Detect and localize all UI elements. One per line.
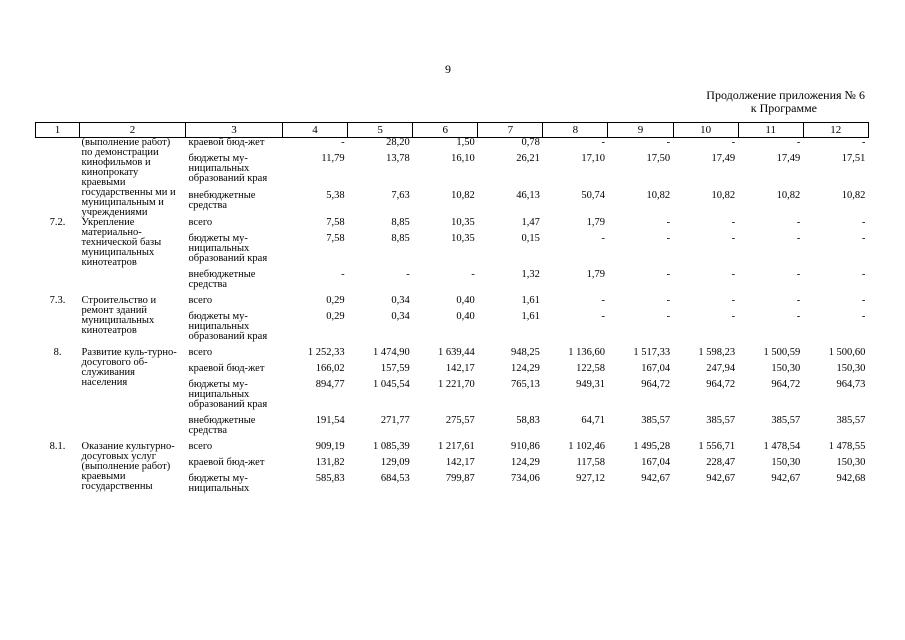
value-cell: 964,72	[706, 379, 736, 390]
value-cell: 1 221,70	[438, 379, 475, 390]
funding-source: краевой бюд-жет	[188, 363, 265, 374]
value-cell: 150,30	[771, 363, 801, 374]
value-cell: -	[666, 269, 671, 280]
value-cell: 10,82	[451, 190, 475, 202]
value-cell: 1 136,60	[568, 347, 605, 358]
value-cell: 17,49	[711, 153, 736, 165]
value-cell: 948,25	[511, 347, 540, 358]
value-cell: 124,29	[511, 457, 540, 468]
value-cell: 585,83	[315, 473, 345, 484]
item-name: (выполнение работ) по демонстрации кинофильмов и кинопрокату краевыми государственны ми и муниципальным и учреждениями	[81, 137, 176, 218]
value-cell: 1,47	[521, 217, 540, 228]
value-cell: -	[731, 311, 736, 322]
column-header: 1	[36, 123, 80, 138]
value-cell: 910,86	[511, 441, 540, 452]
column-header: 5	[348, 123, 413, 138]
column-header: 6	[413, 123, 478, 138]
value-cell: 142,17	[445, 363, 475, 374]
value-cell: 17,50	[646, 153, 671, 165]
column-number-row	[36, 123, 869, 138]
value-cell: -	[796, 233, 801, 244]
appendix-caption-line1: Продолжение приложения № 6	[706, 88, 865, 102]
value-cell: 7,58	[326, 217, 345, 228]
value-cell: 10,35	[451, 217, 475, 228]
value-cell: 191,54	[315, 415, 345, 426]
funding-source: внебюджетные средства	[188, 190, 256, 212]
value-cell: 58,83	[516, 415, 540, 426]
value-cell: 13,78	[386, 153, 410, 165]
value-cell: 1 045,54	[372, 379, 410, 390]
item-name: Оказание культурно-досуговых услуг (выполнение работ) краевыми государственны	[81, 441, 175, 492]
value-cell: 949,31	[576, 379, 605, 390]
value-cell: 385,57	[771, 415, 801, 426]
value-cell: -	[471, 269, 475, 280]
column-header: 10	[673, 123, 738, 138]
value-cell: 150,30	[836, 457, 866, 468]
value-cell: 385,57	[836, 415, 866, 426]
item-name: Укрепление материально-технической базы муниципальных кинотеатров	[81, 217, 162, 268]
item-code: 8.1.	[49, 441, 66, 452]
value-cell: -	[796, 295, 801, 306]
column-header: 9	[608, 123, 673, 138]
value-cell: 124,29	[511, 363, 540, 374]
value-cell: 122,58	[576, 363, 605, 374]
value-cell: -	[796, 311, 801, 322]
value-cell: -	[341, 137, 345, 148]
value-cell: 167,04	[641, 457, 671, 468]
value-cell: -	[341, 269, 345, 280]
value-cell: 1 478,55	[828, 441, 866, 452]
table-body	[36, 138, 869, 501]
value-cell: 10,82	[841, 190, 866, 202]
value-cell: 1 252,33	[307, 347, 345, 358]
value-cell: 0,29	[326, 295, 345, 306]
value-cell: 16,10	[451, 153, 475, 165]
value-cell: 1 639,44	[438, 347, 475, 358]
value-cell: 1 517,33	[633, 347, 671, 358]
value-cell: 247,94	[706, 363, 736, 374]
column-header: 12	[803, 123, 868, 138]
value-cell: 157,59	[380, 363, 410, 374]
value-cell: 385,57	[706, 415, 736, 426]
value-cell: -	[861, 295, 866, 306]
value-cell: 17,10	[581, 153, 605, 165]
column-header: 2	[80, 123, 186, 138]
value-cell: 1 495,28	[633, 441, 671, 452]
table-row	[36, 218, 869, 234]
value-cell: 10,82	[711, 190, 736, 202]
value-cell: -	[731, 295, 736, 306]
value-cell: -	[601, 137, 605, 148]
value-cell: -	[666, 137, 671, 148]
value-cell: 1 085,39	[372, 441, 410, 452]
funding-source: всего	[188, 217, 213, 228]
value-cell: 894,77	[315, 379, 345, 390]
value-cell: 271,77	[380, 415, 410, 426]
value-cell: -	[861, 269, 866, 280]
value-cell: 10,82	[776, 190, 801, 202]
value-cell: 765,13	[511, 379, 540, 390]
table-row	[36, 296, 869, 312]
item-name: Строительство и ремонт зданий муниципальных кинотеатров	[81, 295, 157, 336]
value-cell: 1 102,46	[568, 441, 605, 452]
value-cell: 167,04	[641, 363, 671, 374]
value-cell: 26,21	[516, 153, 540, 165]
value-cell: 7,58	[326, 233, 345, 244]
value-cell: 909,19	[315, 441, 345, 452]
value-cell: 1 217,61	[438, 441, 475, 452]
funding-source: бюджеты му-ниципальных образований края	[188, 153, 268, 185]
value-cell: 1 500,60	[828, 347, 866, 358]
item-code: 8.	[53, 347, 62, 358]
column-header: 3	[186, 123, 283, 138]
value-cell: 1,50	[456, 137, 475, 148]
value-cell: 11,79	[321, 153, 345, 165]
value-cell: 7,63	[391, 190, 410, 202]
value-cell: 1 500,59	[763, 347, 801, 358]
value-cell: 1 598,23	[698, 347, 736, 358]
value-cell: 1,61	[521, 311, 540, 322]
value-cell: 5,38	[326, 190, 345, 202]
value-cell: 0,15	[521, 233, 540, 244]
value-cell: 50,74	[581, 190, 605, 202]
funding-source: бюджеты му-ниципальных	[188, 473, 250, 494]
value-cell: -	[601, 233, 605, 244]
funding-source: бюджеты му-ниципальных образований края	[188, 233, 268, 264]
value-cell: 684,53	[380, 473, 410, 484]
value-cell: -	[601, 295, 605, 306]
value-cell: -	[796, 269, 801, 280]
value-cell: 964,72	[771, 379, 801, 390]
value-cell: 0,78	[521, 137, 540, 148]
value-cell: -	[731, 269, 736, 280]
value-cell: 1,61	[521, 295, 540, 306]
value-cell: 942,67	[706, 473, 736, 484]
program-financing-table	[35, 122, 869, 500]
table-row	[36, 138, 869, 155]
funding-source: краевой бюд-жет	[188, 457, 265, 468]
value-cell: 0,34	[391, 295, 410, 306]
value-cell: 17,51	[841, 153, 866, 165]
value-cell: 1 478,54	[763, 441, 801, 452]
value-cell: 10,35	[451, 233, 475, 244]
appendix-caption-line2: к Программе	[750, 101, 817, 115]
table-row	[36, 442, 869, 458]
funding-source: внебюджетные средства	[188, 269, 256, 290]
value-cell: 46,13	[516, 190, 540, 202]
value-cell: -	[731, 217, 736, 228]
value-cell: 0,34	[391, 311, 410, 322]
value-cell: 10,82	[646, 190, 671, 202]
funding-source: бюджеты му-ниципальных образований края	[188, 379, 268, 410]
value-cell: -	[861, 137, 866, 148]
value-cell: 166,02	[315, 363, 345, 374]
value-cell: 1 474,90	[372, 347, 410, 358]
value-cell: 1,32	[521, 269, 540, 280]
value-cell: -	[666, 217, 671, 228]
funding-source: всего	[188, 295, 213, 306]
funding-source: всего	[188, 347, 213, 358]
value-cell: 0,40	[456, 295, 475, 306]
value-cell: 1 556,71	[698, 441, 736, 452]
value-cell: 964,72	[641, 379, 671, 390]
value-cell: 942,67	[641, 473, 671, 484]
value-cell: 927,12	[576, 473, 605, 484]
item-code: 7.3.	[49, 295, 66, 306]
value-cell: 799,87	[445, 473, 475, 484]
page-number: 9	[445, 62, 451, 76]
value-cell: -	[666, 233, 671, 244]
item-name: Развитие куль-турно-досугового об-служивания населения	[81, 347, 177, 388]
value-cell: -	[861, 233, 866, 244]
column-header: 11	[738, 123, 803, 138]
value-cell: 275,57	[445, 415, 475, 426]
value-cell: 0,40	[456, 311, 475, 322]
funding-source: бюджеты му-ниципальных образований края	[188, 311, 268, 342]
value-cell: 8,85	[391, 233, 410, 244]
value-cell: 942,68	[836, 473, 866, 484]
value-cell: -	[861, 311, 866, 322]
value-cell: 142,17	[445, 457, 475, 468]
value-cell: 64,71	[581, 415, 605, 426]
value-cell: 1,79	[586, 269, 605, 280]
value-cell: -	[796, 217, 801, 228]
value-cell: -	[601, 311, 605, 322]
value-cell: 228,47	[706, 457, 736, 468]
value-cell: -	[731, 233, 736, 244]
funding-source: внебюджетные средства	[188, 415, 256, 436]
value-cell: 734,06	[511, 473, 540, 484]
funding-source: краевой бюд-жет	[188, 137, 265, 148]
funding-source: всего	[188, 441, 213, 452]
value-cell: 1,79	[586, 217, 605, 228]
value-cell: 117,58	[576, 457, 605, 468]
column-header: 8	[543, 123, 608, 138]
value-cell: 150,30	[836, 363, 866, 374]
value-cell: 385,57	[641, 415, 671, 426]
value-cell: -	[796, 137, 801, 148]
value-cell: -	[666, 295, 671, 306]
column-header: 7	[478, 123, 543, 138]
value-cell: 0,29	[326, 311, 345, 322]
table-row	[36, 348, 869, 364]
value-cell: -	[861, 217, 866, 228]
value-cell: 17,49	[776, 153, 801, 165]
value-cell: 8,85	[391, 217, 410, 228]
item-code: 7.2.	[49, 217, 66, 228]
value-cell: 28,20	[386, 137, 410, 148]
value-cell: -	[731, 137, 736, 148]
value-cell: 964,73	[836, 379, 866, 390]
value-cell: 942,67	[771, 473, 801, 484]
value-cell: 131,82	[315, 457, 345, 468]
value-cell: -	[406, 269, 410, 280]
value-cell: -	[666, 311, 671, 322]
value-cell: 129,09	[380, 457, 410, 468]
value-cell: 150,30	[771, 457, 801, 468]
column-header: 4	[283, 123, 348, 138]
item-code	[36, 138, 80, 219]
